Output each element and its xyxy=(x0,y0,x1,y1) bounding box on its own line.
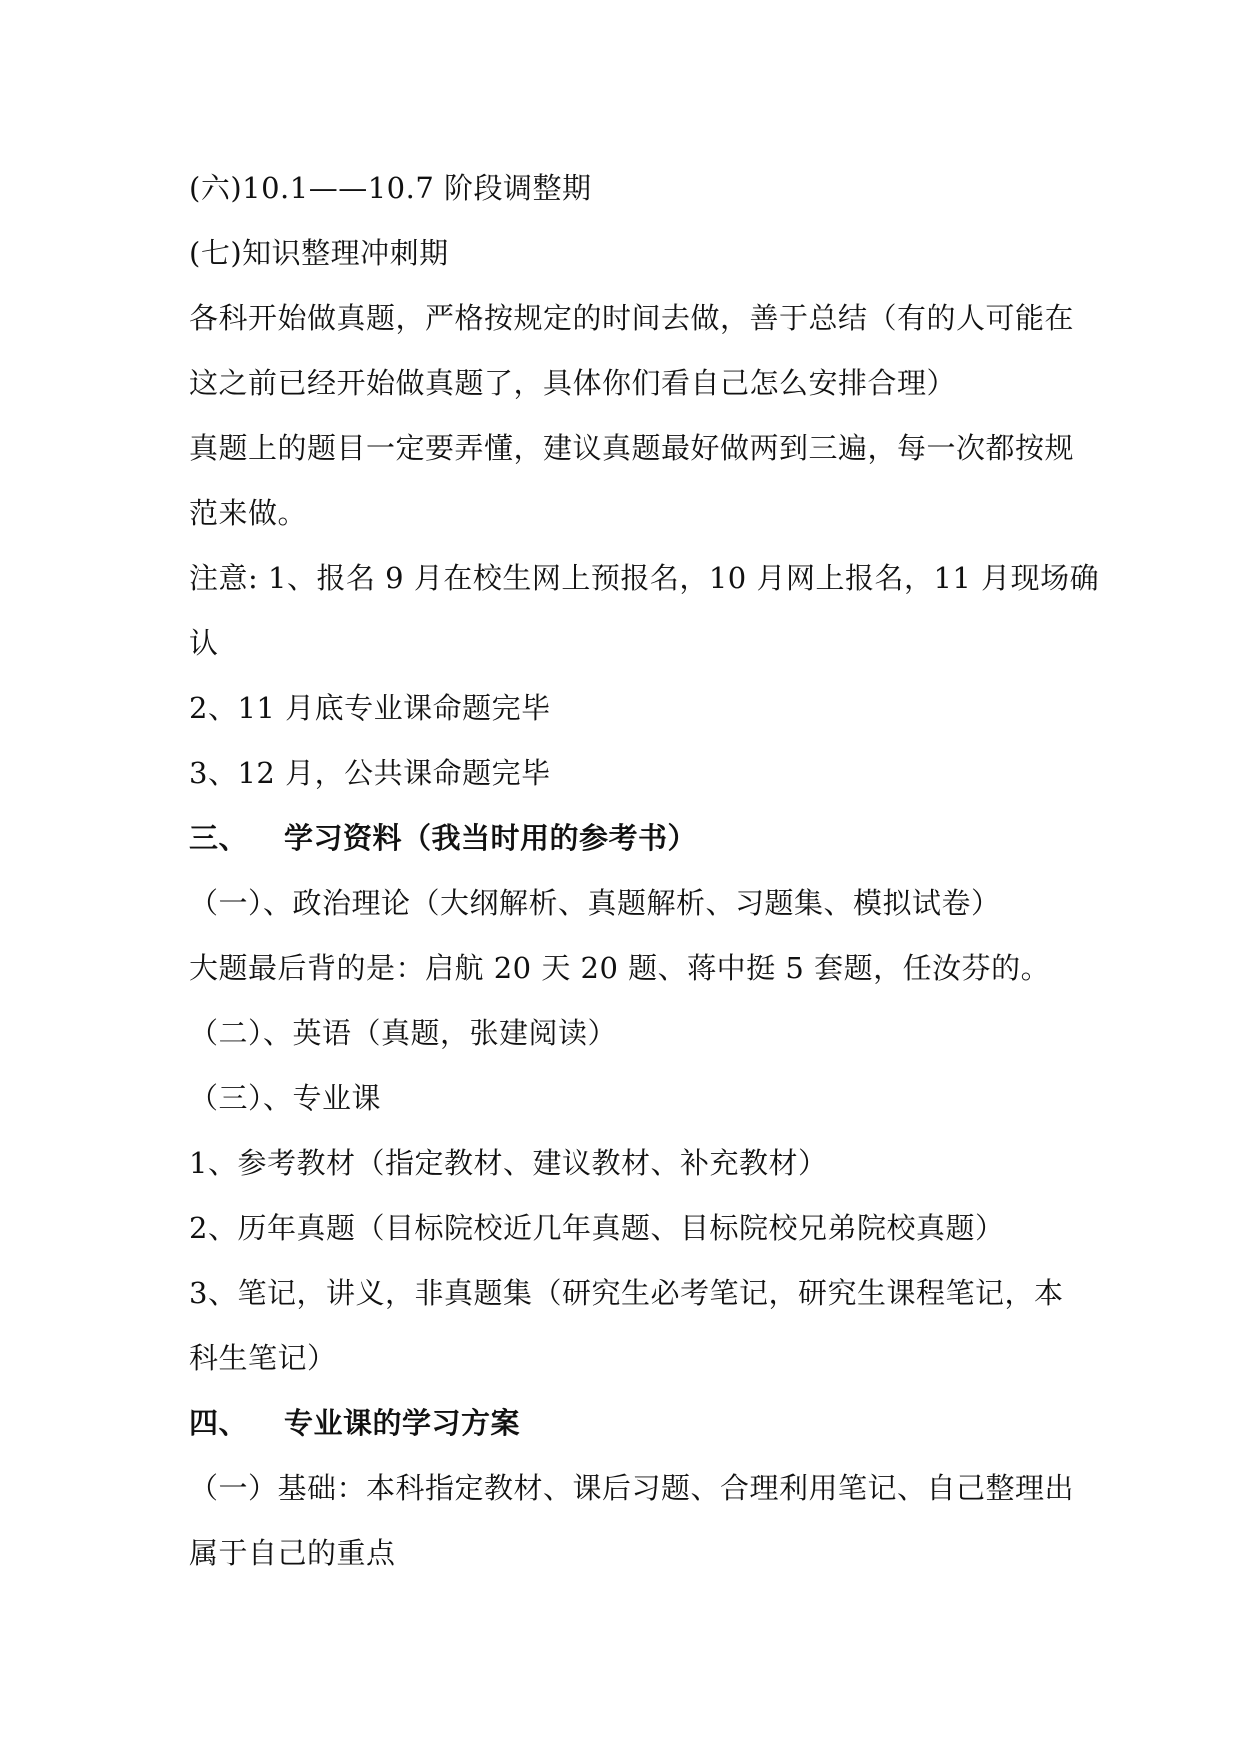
section-title: 学习资料（我当时用的参考书） xyxy=(284,821,698,855)
note-item: 3、12 月，公共课命题完毕 xyxy=(189,756,551,790)
note-line: 注意: 1、报名 9 月在校生网上预报名，10 月网上报名，11 月现场确 xyxy=(189,561,1100,595)
section-heading-3 xyxy=(189,806,1059,871)
paragraph-line: （一）基础：本科指定教材、课后习题、合理利用笔记、自己整理出 xyxy=(189,1471,1075,1505)
list-item: 科生笔记） xyxy=(189,1341,337,1375)
subsection-politics: （一）、政治理论（大纲解析、真题解析、习题集、模拟试卷） xyxy=(189,886,1001,920)
subsection-major: （三）、专业课 xyxy=(189,1081,382,1115)
paragraph-line: 真题上的题目一定要弄懂，建议真题最好做两到三遍，每一次都按规 xyxy=(189,431,1075,465)
note-item: 2、11 月底专业课命题完毕 xyxy=(189,691,551,725)
section-heading-4 xyxy=(189,1391,1059,1456)
document-body xyxy=(189,156,1100,1586)
paragraph-line: 属于自己的重点 xyxy=(189,1536,396,1570)
list-item: 1、参考教材（指定教材、建议教材、补充教材） xyxy=(189,1146,828,1180)
subsection-english: （二）、英语（真题，张建阅读） xyxy=(189,1016,618,1050)
section-number: 四、 xyxy=(189,1406,249,1440)
stage-six-heading: (六)10.1——10.7 阶段调整期 xyxy=(189,171,592,205)
note-line: 认 xyxy=(189,626,219,660)
list-item: 3、笔记，讲义，非真题集（研究生必考笔记，研究生课程笔记，本 xyxy=(189,1276,1064,1310)
paragraph-line: 各科开始做真题，严格按规定的时间去做，善于总结（有的人可能在 xyxy=(189,301,1075,335)
paragraph-line: 这之前已经开始做真题了，具体你们看自己怎么安排合理） xyxy=(189,366,957,400)
paragraph-line: 范来做。 xyxy=(189,496,308,530)
stage-seven-heading: (七)知识整理冲刺期 xyxy=(189,236,449,270)
section-number: 三、 xyxy=(189,821,249,855)
list-item: 2、历年真题（目标院校近几年真题、目标院校兄弟院校真题） xyxy=(189,1211,1005,1245)
paragraph-line: 大题最后背的是：启航 20 天 20 题、蒋中挺 5 套题，任汝芬的。 xyxy=(189,951,1051,985)
section-title: 专业课的学习方案 xyxy=(284,1406,521,1440)
